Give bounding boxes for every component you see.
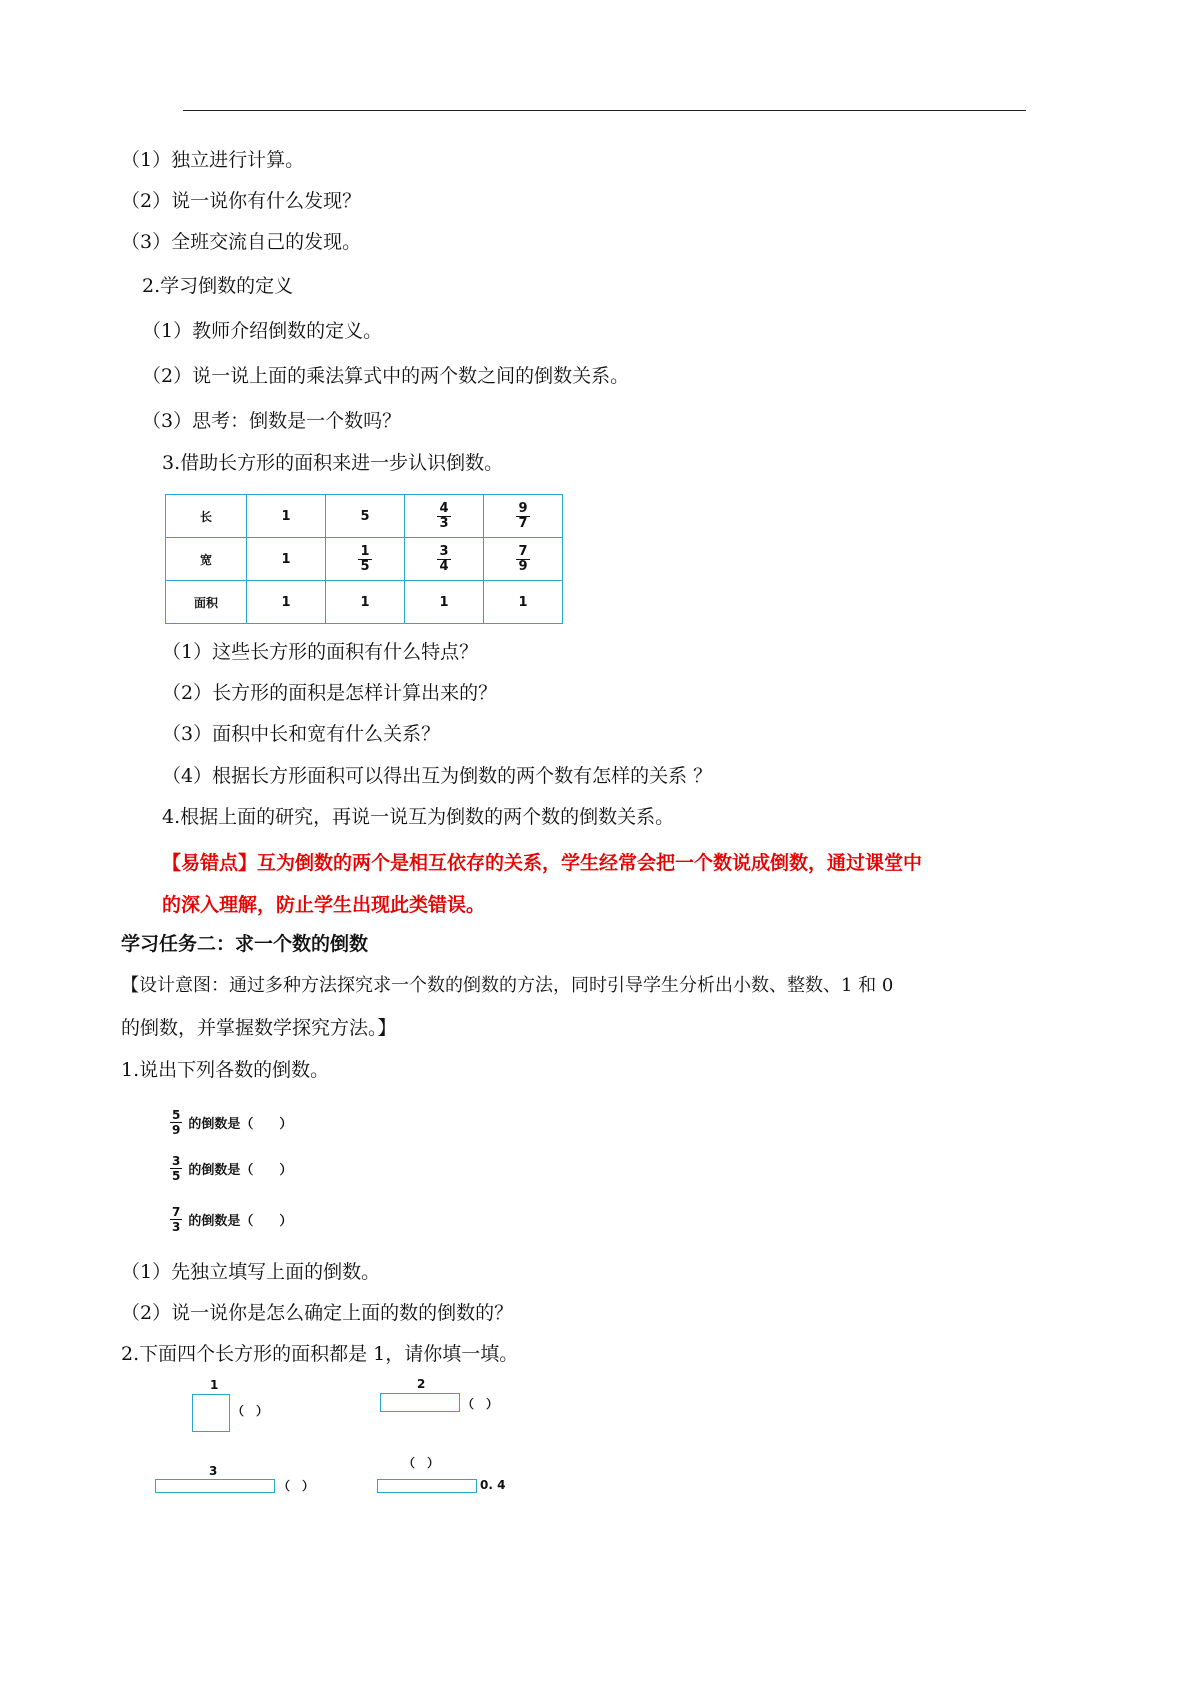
table-cell: 宽: [166, 538, 247, 581]
text-line: （4）根据长方形面积可以得出互为倒数的两个数有怎样的关系 ？: [162, 765, 713, 787]
table-row: [166, 495, 563, 538]
fraction: $\frac{3}{4}$: [439, 544, 449, 574]
table-row: [166, 538, 563, 581]
rect-label: 1: [210, 1378, 219, 1392]
blank-bracket: （ ）: [403, 1456, 440, 1470]
table-cell: [326, 538, 405, 581]
text-line: （2）说一说你有什么发现？: [121, 190, 362, 212]
text-line: （3）面积中长和宽有什么关系？: [162, 723, 441, 745]
table-cell: 1: [405, 581, 484, 624]
text-line: 3.借助长方形的面积来进一步认识倒数。: [162, 452, 504, 474]
text-line: （2）说一说你是怎么确定上面的数的倒数的？: [121, 1302, 514, 1324]
text-line: （1）教师介绍倒数的定义。: [142, 320, 383, 342]
table-cell: [484, 538, 563, 581]
table-cell: 1: [247, 495, 326, 538]
error-note-line: 的深入理解，防止学生出现此类错误。: [162, 894, 486, 916]
fraction: $\frac{7}{3}$: [172, 1205, 181, 1234]
blank-bracket: （ ）: [278, 1479, 315, 1493]
text-line: 【设计意图：通过多种方法探究求一个数的倒数的方法，同时引导学生分析出小数、整数、1 和 0: [121, 975, 894, 996]
text-line: 4.根据上面的研究，再说一说互为倒数的两个数的倒数关系。: [162, 806, 675, 828]
rectangle-4: [377, 1479, 477, 1493]
table-cell: [484, 495, 563, 538]
text-line: 2.下面四个长方形的面积都是 1，请你填一填。: [121, 1343, 519, 1365]
text-line: （2）说一说上面的乘法算式中的两个数之间的倒数关系。: [142, 365, 630, 387]
reciprocal-item: $\frac{3}{5}$ 的倒数是（ ）: [172, 1154, 293, 1183]
error-note-line: 【易错点】互为倒数的两个是相互依存的关系，学生经常会把一个数说成倒数，通过课堂中: [162, 852, 923, 874]
fraction: $\frac{7}{9}$: [518, 544, 528, 574]
square-1: [192, 1394, 230, 1432]
table-cell: 1: [326, 581, 405, 624]
header-rule: [183, 110, 1026, 111]
rect-label: 3: [209, 1464, 218, 1478]
text-line: （1）独立进行计算。: [121, 149, 305, 171]
table-cell: 1: [484, 581, 563, 624]
rectangle-3: [155, 1479, 275, 1493]
table-cell: 5: [326, 495, 405, 538]
table-cell: [405, 538, 484, 581]
text-line: （3）全班交流自己的发现。: [121, 231, 362, 253]
table-cell: 1: [247, 538, 326, 581]
text-line: 的倒数，并掌握数学探究方法。】: [121, 1017, 397, 1039]
area-table: [165, 494, 563, 624]
text-line: （1）先独立填写上面的倒数。: [121, 1261, 381, 1283]
fraction: $\frac{4}{3}$: [439, 501, 449, 531]
section-title: 学习任务二：求一个数的倒数: [121, 933, 369, 955]
rect-label: 0. 4: [480, 1478, 506, 1492]
fraction: $\frac{9}{7}$: [518, 501, 528, 531]
text-line: 1.说出下列各数的倒数。: [121, 1059, 330, 1081]
table-cell: 1: [247, 581, 326, 624]
fraction: $\frac{1}{5}$: [360, 544, 370, 574]
table-cell: [405, 495, 484, 538]
fraction: $\frac{3}{5}$: [172, 1154, 181, 1183]
blank-bracket: （ ）: [232, 1404, 269, 1418]
text-line: 2.学习倒数的定义: [142, 275, 294, 297]
blank-bracket: （ ）: [462, 1397, 499, 1411]
table-cell: 面积: [166, 581, 247, 624]
reciprocal-item: $\frac{7}{3}$ 的倒数是（ ）: [172, 1205, 293, 1234]
text-line: （1）这些长方形的面积有什么特点？: [162, 641, 479, 663]
rectangle-2: [380, 1393, 460, 1412]
rect-label: 2: [417, 1377, 426, 1391]
text-line: （2）长方形的面积是怎样计算出来的？: [162, 682, 498, 704]
fraction: $\frac{5}{9}$: [172, 1108, 181, 1137]
text-line: （3）思考：倒数是一个数吗？: [142, 410, 402, 432]
table-row: [166, 581, 563, 624]
reciprocal-item: $\frac{5}{9}$ 的倒数是（ ）: [172, 1108, 293, 1137]
table-cell: 长: [166, 495, 247, 538]
